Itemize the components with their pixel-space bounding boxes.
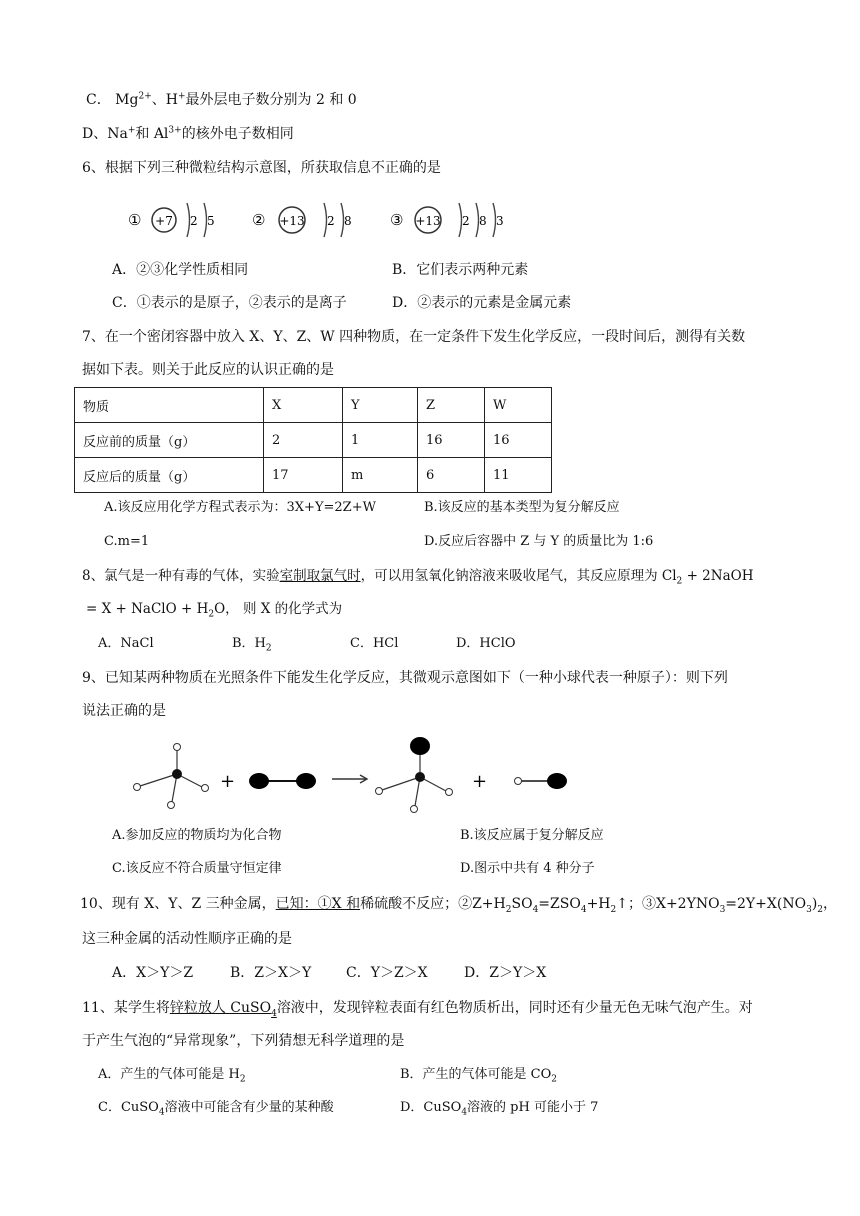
q7-stem-line2: 据如下表。则关于此反应的认识正确的是: [82, 362, 334, 378]
reaction-arrow: [332, 775, 367, 783]
q7-option-c: C.m=1: [104, 534, 150, 549]
q8-option-c: C．HCl: [350, 636, 399, 651]
table-cell: 17: [264, 458, 343, 493]
table-row: [75, 423, 552, 458]
atom-3-shell-1: 2: [462, 214, 470, 228]
table-cell: 11: [485, 458, 552, 493]
product-molecule-2: [515, 773, 568, 789]
product-molecule-1: [376, 737, 453, 813]
q7-option-b: B.该反应的基本类型为复分解反应: [424, 500, 620, 515]
q6-option-a: A．②③化学性质相同: [112, 262, 249, 278]
q10-option-c: C．Y＞Z＞X: [346, 965, 428, 981]
q9-option-d: D.图示中共有 4 种分子: [460, 861, 595, 876]
q8-option-a: A．NaCl: [98, 636, 154, 651]
q9-option-c: C.该反应不符合质量守恒定律: [112, 861, 282, 876]
table-cell: W: [485, 388, 552, 423]
atom-1-shell-1: 2: [190, 214, 198, 228]
atom-diagram-3: [390, 203, 504, 237]
atom-3-label: ③: [390, 211, 404, 229]
q7-option-d: D.反应后容器中 Z 与 Y 的质量比为 1:6: [424, 534, 654, 549]
table-cell: 1: [343, 423, 418, 458]
atom-3-shell-2: 8: [479, 214, 487, 228]
table-cell: X: [264, 388, 343, 423]
q11-option-d: D．CuSO$_4$溶液的 pH 可能小于 7: [400, 1100, 599, 1118]
table-cell: 2: [264, 423, 343, 458]
q10-option-b: B．Z＞X＞Y: [230, 965, 312, 981]
atom-diagram-2: [252, 203, 352, 237]
q9-stem-line2: 说法正确的是: [82, 703, 166, 719]
q8-stem-line2: = X + NaClO + $H_2O$， 则 X 的化学式为: [86, 601, 343, 620]
q10-stem-line2: 这三种金属的活动性顺序正确的是: [82, 931, 292, 947]
table-cell: m: [343, 458, 418, 493]
q11-stem-line1: 11、某学生将锌粒放人 CuSO$_4$溶液中，发现锌粒表面有红色物质析出，同时还有少量无色无味气泡产生。对: [82, 1000, 753, 1019]
atom-3-shell-3: 3: [496, 214, 504, 228]
table-cell: 16: [418, 423, 485, 458]
q10-stem-line1: 10、现有 X、Y、Z 三种金属，已知：①X 和稀硫酸不反应；$②Z+H_2SO_4=ZSO_4+H_2↑$；$③X+2YNO_3=2Y+X(NO_3)_2$，: [80, 896, 838, 915]
atom-diagram-1: [128, 203, 215, 237]
q11-option-b: B．产生的气体可能是 $CO_2$: [400, 1067, 558, 1085]
q11-option-a: A．产生的气体可能是 $H_2$: [98, 1067, 246, 1085]
table-cell: 物质: [75, 388, 264, 423]
q6-option-d: D．②表示的元素是金属元素: [392, 295, 572, 311]
table-cell: 6: [418, 458, 485, 493]
reaction-plus-1: +: [220, 771, 236, 792]
q7-stem-line1: 7、在一个密闭容器中放入 X、Y、Z、W 四种物质，在一定条件下发生化学反应，一段时间后，测得有关数: [82, 329, 746, 345]
q5-option-d: D、Na+和 $Al^{3+}$的核外电子数相同: [82, 125, 294, 142]
table-header-row: [75, 388, 552, 423]
q9-option-a: A.参加反应的物质均为化合物: [112, 828, 282, 843]
atom-1-label: ①: [128, 211, 142, 229]
atom-2-shell-1: 2: [327, 214, 335, 228]
q5-option-c: C． $Mg^{2+}$、H+最外层电子数分别为 2 和 0: [86, 91, 357, 108]
q9-stem-line1: 9、已知某两种物质在光照条件下能发生化学反应，其微观示意图如下（一种小球代表一种原子）：则下列: [82, 670, 728, 686]
table-cell: 16: [485, 423, 552, 458]
q7-option-a: A.该反应用化学方程式表示为：3X+Y=2Z+W: [104, 500, 376, 515]
reactant-molecule-2: [249, 773, 316, 789]
q11-stem-line2: 于产生气泡的“异常现象”，下列猜想无科学道理的是: [82, 1033, 405, 1049]
q8-option-d: D．HClO: [456, 636, 516, 651]
atom-3-nucleus-charge: +13: [415, 214, 441, 228]
table-cell: 反应前的质量（g）: [75, 423, 264, 458]
table-row: [75, 458, 552, 493]
reactant-molecule-1: [134, 744, 209, 809]
table-cell: Y: [343, 388, 418, 423]
atom-2-label: ②: [252, 211, 266, 229]
q9-reaction-diagram: [120, 730, 590, 820]
q6-option-b: B．它们表示两种元素: [392, 262, 529, 278]
q9-option-b: B.该反应属于复分解反应: [460, 828, 604, 843]
q8-stem-line1: 8、氯气是一种有毒的气体，实验室制取氯气时，可以用氢氧化钠溶液来吸收尾气，其反应原理为 $Cl_2$ + 2NaOH: [82, 568, 754, 587]
q11-option-c: C．CuSO$_4$溶液中可能含有少量的某种酸: [98, 1100, 334, 1118]
q6-structure-diagrams: [120, 195, 520, 250]
atom-2-nucleus-charge: +13: [279, 214, 305, 228]
atom-1-shell-2: 5: [207, 214, 215, 228]
q10-option-a: A．X＞Y＞Z: [112, 965, 194, 981]
q7-mass-table: [74, 387, 552, 493]
table-cell: 反应后的质量（g）: [75, 458, 264, 493]
q6-stem: 6、根据下列三种微粒结构示意图，所获取信息不正确的是: [82, 160, 441, 176]
q10-option-d: D．Z＞Y＞X: [464, 965, 547, 981]
atom-2-shell-2: 8: [344, 214, 352, 228]
q8-option-b: B．$H_2$: [232, 636, 272, 654]
q6-option-c: C．①表示的是原子，②表示的是离子: [112, 295, 347, 311]
atom-1-nucleus-charge: +7: [155, 214, 173, 228]
table-cell: Z: [418, 388, 485, 423]
reaction-plus-2: +: [472, 771, 488, 792]
